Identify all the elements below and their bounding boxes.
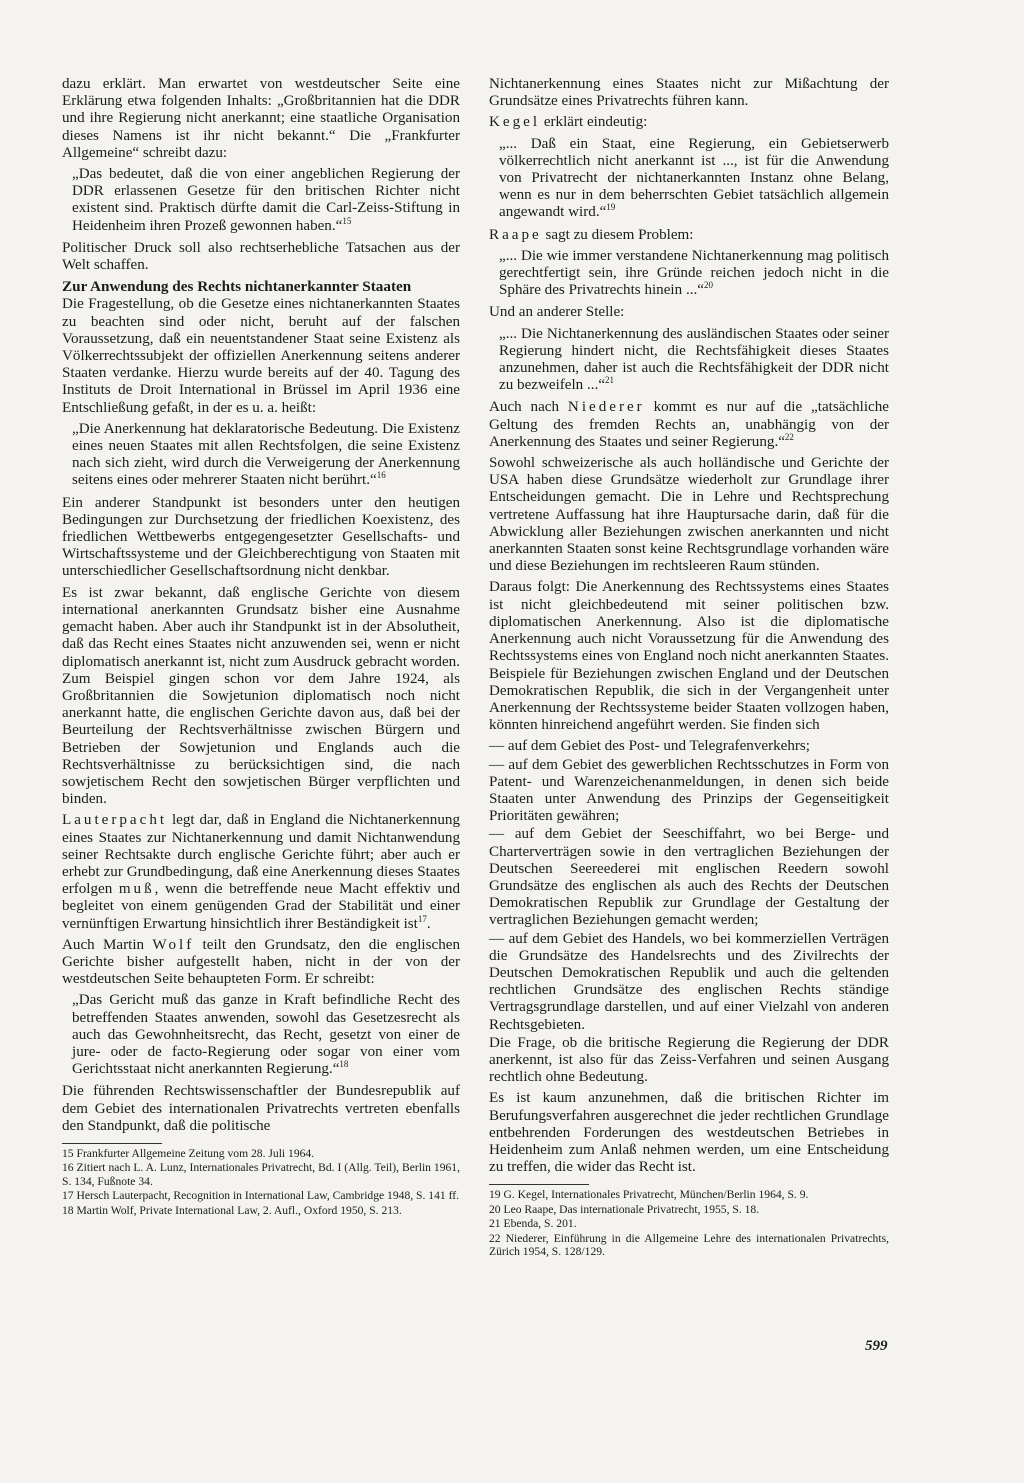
footnote: 22 Niederer, Einführung in die Allgemeine Lehre des internationalen Privatrechts, Zürich 1954, S. 128/129.: [489, 1231, 889, 1259]
footnote-ref: 20: [703, 280, 713, 291]
left-column: [62, 76, 460, 1218]
right-column: [489, 76, 889, 1259]
list-item: — auf dem Gebiet des gewerblichen Rechtsschutzes in Form von Patent- und Warenzeichenanmeldungen, in denen sich beide Staaten unter Anwendung des Prinzips der Gegenseitigkeit Prioritäten gewähren;: [489, 756, 889, 825]
footnote-ref: 17: [417, 913, 427, 924]
text-run: Auch Martin: [62, 936, 153, 953]
quote-text: „Die Anerkennung hat deklaratorische Bedeutung. Die Existenz eines neuen Staates mit allen Rechtsfolgen, die seine Existenz nach sich zieht, wird durch die Verweigerung der Anerkennung seitens eines oder mehrerer Staaten nicht berührt.“: [72, 420, 460, 489]
author-name: Niederer: [567, 399, 645, 416]
paragraph: Die Frage, ob die britische Regierung die Regierung der DDR anerkennt, ist also für das Zeiss-Verfahren und seinen Ausgang rechtlich ohne Bedeutung.: [489, 1034, 889, 1086]
block-quote: [62, 421, 460, 490]
footnote: 18 Martin Wolf, Private International Law, 2. Aufl., Oxford 1950, S. 213.: [62, 1203, 402, 1217]
footnote: 15 Frankfurter Allgemeine Zeitung vom 28. Juli 1964.: [62, 1146, 315, 1160]
emphasis: muß: [118, 881, 155, 898]
footnote-ref: 19: [606, 202, 616, 213]
text-run: teilt den Grundsatz, den die englischen Gerichte bisher aufgestellt haben, nicht in der von der westdeutschen Seite behaupteten Form. Er schreibt:: [62, 936, 460, 988]
quote-text: „... Die wie immer verstandene Nichtanerkennung mag politisch gerechtfertigt sein, ihre Gründe reichen jedoch nicht in die Sphäre des Privatrechts hinein ...“: [499, 247, 889, 299]
author-name: Wolf: [152, 936, 195, 953]
paragraph: Sowohl schweizerische als auch holländische und Gerichte der USA haben diese Grundsätze wiederholt zur Grundlage ihrer Entscheidungen gemacht. Die in Lehre und Rechtsprechung vertretene Auffassung hat ihre Hauptursache darin, daß für die Abwicklung aller Beziehungen zwischen anerkannten und nicht anerkannten Staaten sonst keine Rechtsgrundlage vorhanden wäre und diese Beziehungen im rechtsleeren Raum stünden.: [489, 455, 889, 575]
footnote-ref: 18: [339, 1059, 349, 1070]
paragraph: Es ist zwar bekannt, daß englische Gerichte von diesem international anerkannten Grundsatz bisher eine Ausnahme gemacht haben. Aber auch ihr Standpunkt ist in der Absolutheit, daß das Recht eines Staates nicht anzuwenden sei, wenn er nicht diplomatisch anerkannt ist, nicht zum Ausdruck gebracht worden. Zum Beispiel gingen schon vor dem Jahre 1924, als Großbritannien die Sowjetunion diplomatisch noch nicht anerkannt hatte, die englischen Gerichte davon aus, daß bei der Beurteilung der Rechtsverhältnisse zwischen Bürgern und Betrieben der Sowjetunion und Englands auch die Rechtsverhältnisse zu berücksichtigen sind, die nach sowjetischem Recht den sowjetischen Bürger verpflichten und binden.: [62, 584, 460, 808]
text-run: Auch nach: [489, 399, 568, 416]
list-item: — auf dem Gebiet der Seeschiffahrt, wo bei Berge- und Charterverträgen sowie in den vertraglichen Beziehungen der Deutschen Seereederei mit englischen Reedern sowohl Grundsätze des englischen als auch des Rechts der Deutschen Demokratischen Republik zur Grundlage der Gestaltung der vertraglichen Beziehungen gemacht werden;: [489, 826, 889, 929]
author-name: Lauterpacht: [62, 812, 168, 829]
paragraph: dazu erklärt. Man erwartet von westdeutscher Seite eine Erklärung etwa folgenden Inhalts: „Großbritannien hat die DDR und ihre Regierung nicht anerkannt; eine staatliche Organisation dieses Namens ist ihr nicht bekannt.“ Die „Frankfurter Allgemeine“ schreibt dazu:: [62, 76, 460, 161]
list-item: — auf dem Gebiet des Post- und Telegrafenverkehrs;: [489, 738, 810, 755]
footnote-ref: 22: [784, 431, 794, 442]
block-quote: [62, 166, 460, 235]
list-item: — auf dem Gebiet des Handels, wo bei kommerziellen Verträgen die Grundsätze des Handelsrechts und des Zivilrechts der Deutschen Demokratischen Republik und auch die geltenden rechtlichen Grundsätze des englischen Rechts ständige Vertragsgrundlage darstellen, und auf einer Vielzahl von anderen Rechtsgebieten.: [489, 930, 889, 1033]
block-quote: [489, 136, 889, 222]
footnote-ref: 16: [376, 470, 386, 481]
block-quote: [62, 992, 460, 1078]
quote-text: „Das bedeutet, daß die von einer angeblichen Regierung der DDR erlassenen Gesetze für den britischen Richter nicht existent sind. Praktisch dürfte damit die Carl-Zeiss-Stiftung in Heidenheim ihren Prozeß gewonnen haben.“: [72, 166, 460, 234]
footnote: 17 Hersch Lauterpacht, Recognition in International Law, Cambridge 1948, S. 141 ff.: [62, 1189, 459, 1203]
paragraph: Politischer Druck soll also rechtserhebliche Tatsachen aus der Welt schaffen.: [62, 239, 460, 274]
paragraph: [489, 227, 889, 244]
section-heading: Zur Anwendung des Rechts nichtanerkannter Staaten: [62, 278, 412, 296]
footnote: 21 Ebenda, S. 201.: [489, 1217, 577, 1231]
text-run: sagt zu diesem Problem:: [541, 226, 694, 243]
quote-text: „... Die Nichtanerkennung des ausländischen Staates oder seiner Regierung hindert nicht, die Rechtsfähigkeit dieses Staates anzunehmen, daher ist auch die Rechtsfähigkeit der DDR nicht zu bezweifeln ...“: [499, 325, 889, 394]
author-name: Kegel: [489, 114, 541, 131]
paragraph: Und an anderer Stelle:: [489, 304, 625, 321]
paragraph: [489, 114, 889, 131]
paragraph: Ein anderer Standpunkt ist besonders unter den heutigen Bedingungen zur Durchsetzung der friedlichen Koexistenz, des friedlichen Wettbewerbs entgegengesetzter Gesellschafts- und Wirtschaftssysteme und der Gleichberechtigung von Staaten mit unterschiedlicher Gesellschaftsordnung nicht denkbar.: [62, 494, 460, 580]
text-run: erklärt eindeutig:: [540, 114, 648, 131]
footnote-divider: [489, 1184, 589, 1185]
paragraph: [62, 937, 460, 989]
text-run: legt dar, daß in England die Nichtanerkennung eines Staates zur Nichtanerkennung und damit Nichtanwendung seiner Rechtsakte durch englische Gerichte führt; aber auch er erhebt zur Grundbedingung, daß eine Anerkennung dieses Staates erfolgen: [62, 812, 460, 898]
paragraph: Daraus folgt: Die Anerkennung des Rechtssystems eines Staates ist nicht gleichbedeutend mit seiner politischen bzw. diplomatischen Anerkennung. Also ist die diplomatische Anerkennung auch nicht Voraussetzung für die Anwendung des Rechtssystems eines von England noch nicht anerkannten Staates. Beispiele für Beziehungen zwischen England und der Deutschen Demokratischen Republik, die sich in der Vergangenheit unter Anerkennung der Rechtssysteme beider Staaten vollzogen haben, könnten hinreichend angeführt werden. Sie finden sich: [489, 579, 889, 734]
footnote: 16 Zitiert nach L. A. Lunz, Internationales Privatrecht, Bd. I (Allg. Teil), Berlin 1961, S. 134, Fußnote 34.: [62, 1161, 460, 1188]
text-run: kommt es nur auf die „tatsächliche Geltung des fremden Rechts an, unabhängig von der Anerkennung des Staates und seiner Regierung.“: [489, 399, 889, 450]
quote-text: „... Daß ein Staat, eine Regierung, ein Gebietserwerb völkerrechtlich nicht anerkannt ist ..., ist für die Anwendung von Privatrecht der nichtanerkannten Instanz ohne Belang, wenn es nur in dem beherrschten Gebiet tatsächlich allgemein angewandt wird.“: [499, 135, 889, 221]
quote-text: „Das Gericht muß das ganze in Kraft befindliche Recht des betreffenden Staates anwenden, sowohl das Gesetzesrecht als auch das Gewohnheitsrecht, das Recht, gesetzt von einer de jure- oder de facto-Regierung oder sogar von einer vom Gerichtsstaat nicht anerkannten Regierung.“: [72, 992, 460, 1078]
footnote: 20 Leo Raape, Das internationale Privatrecht, 1955, S. 18.: [489, 1202, 760, 1216]
paragraph: Die führenden Rechtswissenschaftler der Bundesrepublik auf dem Gebiet des internationalen Privatrechts vertreten ebenfalls den Standpunkt, daß die politische: [62, 1083, 460, 1134]
page-number: 599: [865, 1338, 888, 1354]
paragraph: Nichtanerkennung eines Staates nicht zur Mißachtung der Grundsätze eines Privatrechts führen kann.: [489, 76, 889, 110]
paragraph: [489, 399, 889, 451]
footnote-divider: [62, 1143, 162, 1144]
text-run: .: [426, 915, 431, 932]
author-name: Raape: [489, 226, 542, 243]
footnote-ref: 21: [605, 375, 615, 386]
paragraph: Die Fragestellung, ob die Gesetze eines nichtanerkannten Staates zu beachten sind oder nicht, beruht auf der falschen Voraussetzung, daß ein neuentstandener Staat seine Existenz als Völkerrechtssubjekt der offiziellen Anerkennung seitens anderer Staaten verdanke. Hierzu wurde bereits auf der 40. Tagung des Instituts de Droit International in Brüssel im April 1936 eine Entschließung gefaßt, in der es u. a. heißt:: [62, 296, 460, 416]
footnote-ref: 15: [342, 215, 352, 226]
block-quote: [489, 248, 889, 300]
text-run: , wenn die betreffende neue Macht effektiv und begleitet von einem genügenden Grad der Stabilität und einer vernünftigen Erwartung hinsichtlich ihrer Beständigkeit ist: [62, 881, 460, 932]
paragraph: Es ist kaum anzunehmen, daß die britischen Richter im Berufungsverfahren ausgerechnet die jeder rechtlichen Grundlage entbehrenden Forderungen des westdeutschen Betriebes in Heidenheim zum Anlaß nehmen werden, um eine Entscheidung zu treffen, die wider das Recht ist.: [489, 1090, 889, 1176]
footnote: 19 G. Kegel, Internationales Privatrecht, München/Berlin 1964, S. 9.: [489, 1188, 809, 1202]
block-quote: [489, 326, 889, 395]
paragraph: [62, 812, 460, 932]
